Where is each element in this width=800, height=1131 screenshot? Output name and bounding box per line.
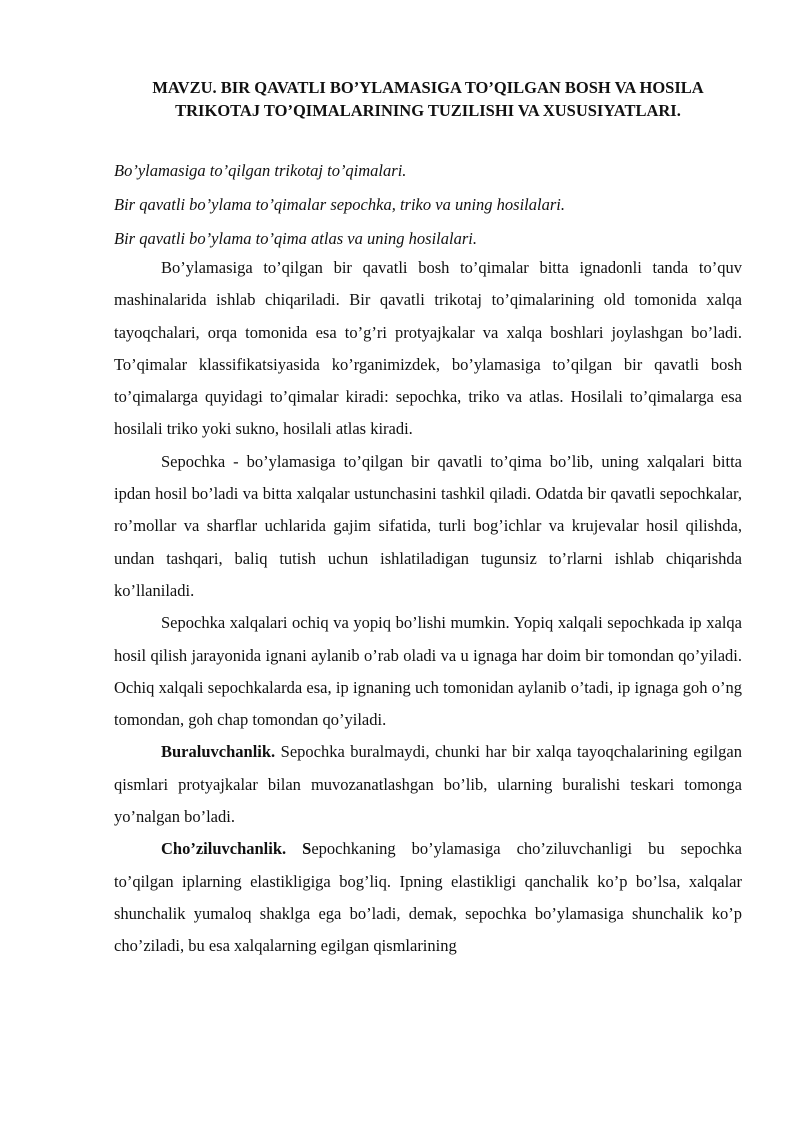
subtitle-1: Bo’ylamasiga to’qilgan trikotaj to’qimalari.	[114, 161, 407, 180]
paragraph-stretch	[114, 833, 742, 962]
subtitle-3: Bir qavatli bo’ylama to’qima atlas va uning hosilalari.	[114, 229, 477, 248]
document-title: MAVZU. BIR QAVATLI BO’YLAMASIGA TO’QILGAN BOSH VA HOSILA TRIKOTAJ TO’QIMALARINING TUZILISHI VA XUSUSIYATLARI.	[152, 78, 704, 120]
paragraph-intro	[114, 252, 742, 446]
paragraph-text: Bo’ylamasiga to’qilgan bir qavatli bosh to’qimalar bitta ignadonli tanda to’quv mashinalarida ishlab chiqariladi. Bir qavatli trikotaj to’qimalarining old tomonida xalqa tayoqchalari, orqa tomonida esa to’g’ri protyajkalar va xalqa boshlari joylashgan bo’ladi. To’qimalar klassifikatsiyasida ko’rganimizdek, bo’ylamasiga to’qilgan bir qavatli bosh to’qimalarga quyidagi to’qimalar kiradi: sepochka, triko va atlas. Hosilali to’qimalarga esa hosilali triko yoki sukno, hosilali atlas kiradi.	[114, 258, 742, 439]
paragraph-text: Sepochka xalqalari ochiq va yopiq bo’lishi mumkin. Yopiq xalqali sepochkada ip xalqa hosil qilish jarayonida ignani aylanib o’rab oladi va u ignaga har doim bir tomondan qo’yiladi. Ochiq xalqali sepochkalarda esa, ip ignaning uch tomonidan aylanib o’tadi, ip ignaga goh o’ng tomondan, goh chap tomondan qo’yiladi.	[114, 613, 742, 730]
paragraph-sepochka	[114, 446, 742, 607]
subtitle-list	[114, 154, 742, 256]
document-body	[114, 252, 742, 963]
paragraph-heading: Buraluvchanlik.	[161, 742, 276, 762]
paragraph-text: Sepochka - bo’ylamasiga to’qilgan bir qavatli to’qima bo’lib, uning xalqalari bitta ipdan hosil bo’ladi va bitta xalqalar ustunchasini tashkil qiladi. Odatda bir qavatli sepochkalar, ro’mollar va sharflar uchlarida gajim sifatida, turli bog’ichlar va krujevalar hosil qilishda, undan tashqari, baliq tutish uchun ishlatiladigan tugunsiz to’rlarni ishlab chiqarishda ko’llaniladi.	[114, 451, 742, 600]
paragraph-heading: Cho’ziluvchanlik. S	[161, 839, 312, 859]
subtitle-2: Bir qavatli bo’ylama to’qimalar sepochka, triko va uning hosilalari.	[114, 195, 565, 214]
paragraph-loops	[114, 607, 742, 736]
paragraph-twisting	[114, 736, 742, 833]
paragraph-text: Sepochka buralmaydi, chunki har bir xalqa tayoqchalarining egilgan qismlari protyajkalar bilan muvozanatlashgan bo’lib, ularning buralishi teskari tomonga yo’nalgan bo’ladi.	[114, 742, 742, 827]
paragraph-text: epochkaning bo’ylamasiga cho’ziluvchanligi bu sepochka to’qilgan iplarning elastikligiga bog’liq. Ipning elastikligi qanchalik ko’p bo’lsa, xalqalar shunchalik yumaloq shaklga ega bo’ladi, demak, sepochka bo’ylamasiga shunchalik ko’p cho’ziladi, bu esa xalqalarning egilgan qismlarining	[114, 839, 742, 956]
